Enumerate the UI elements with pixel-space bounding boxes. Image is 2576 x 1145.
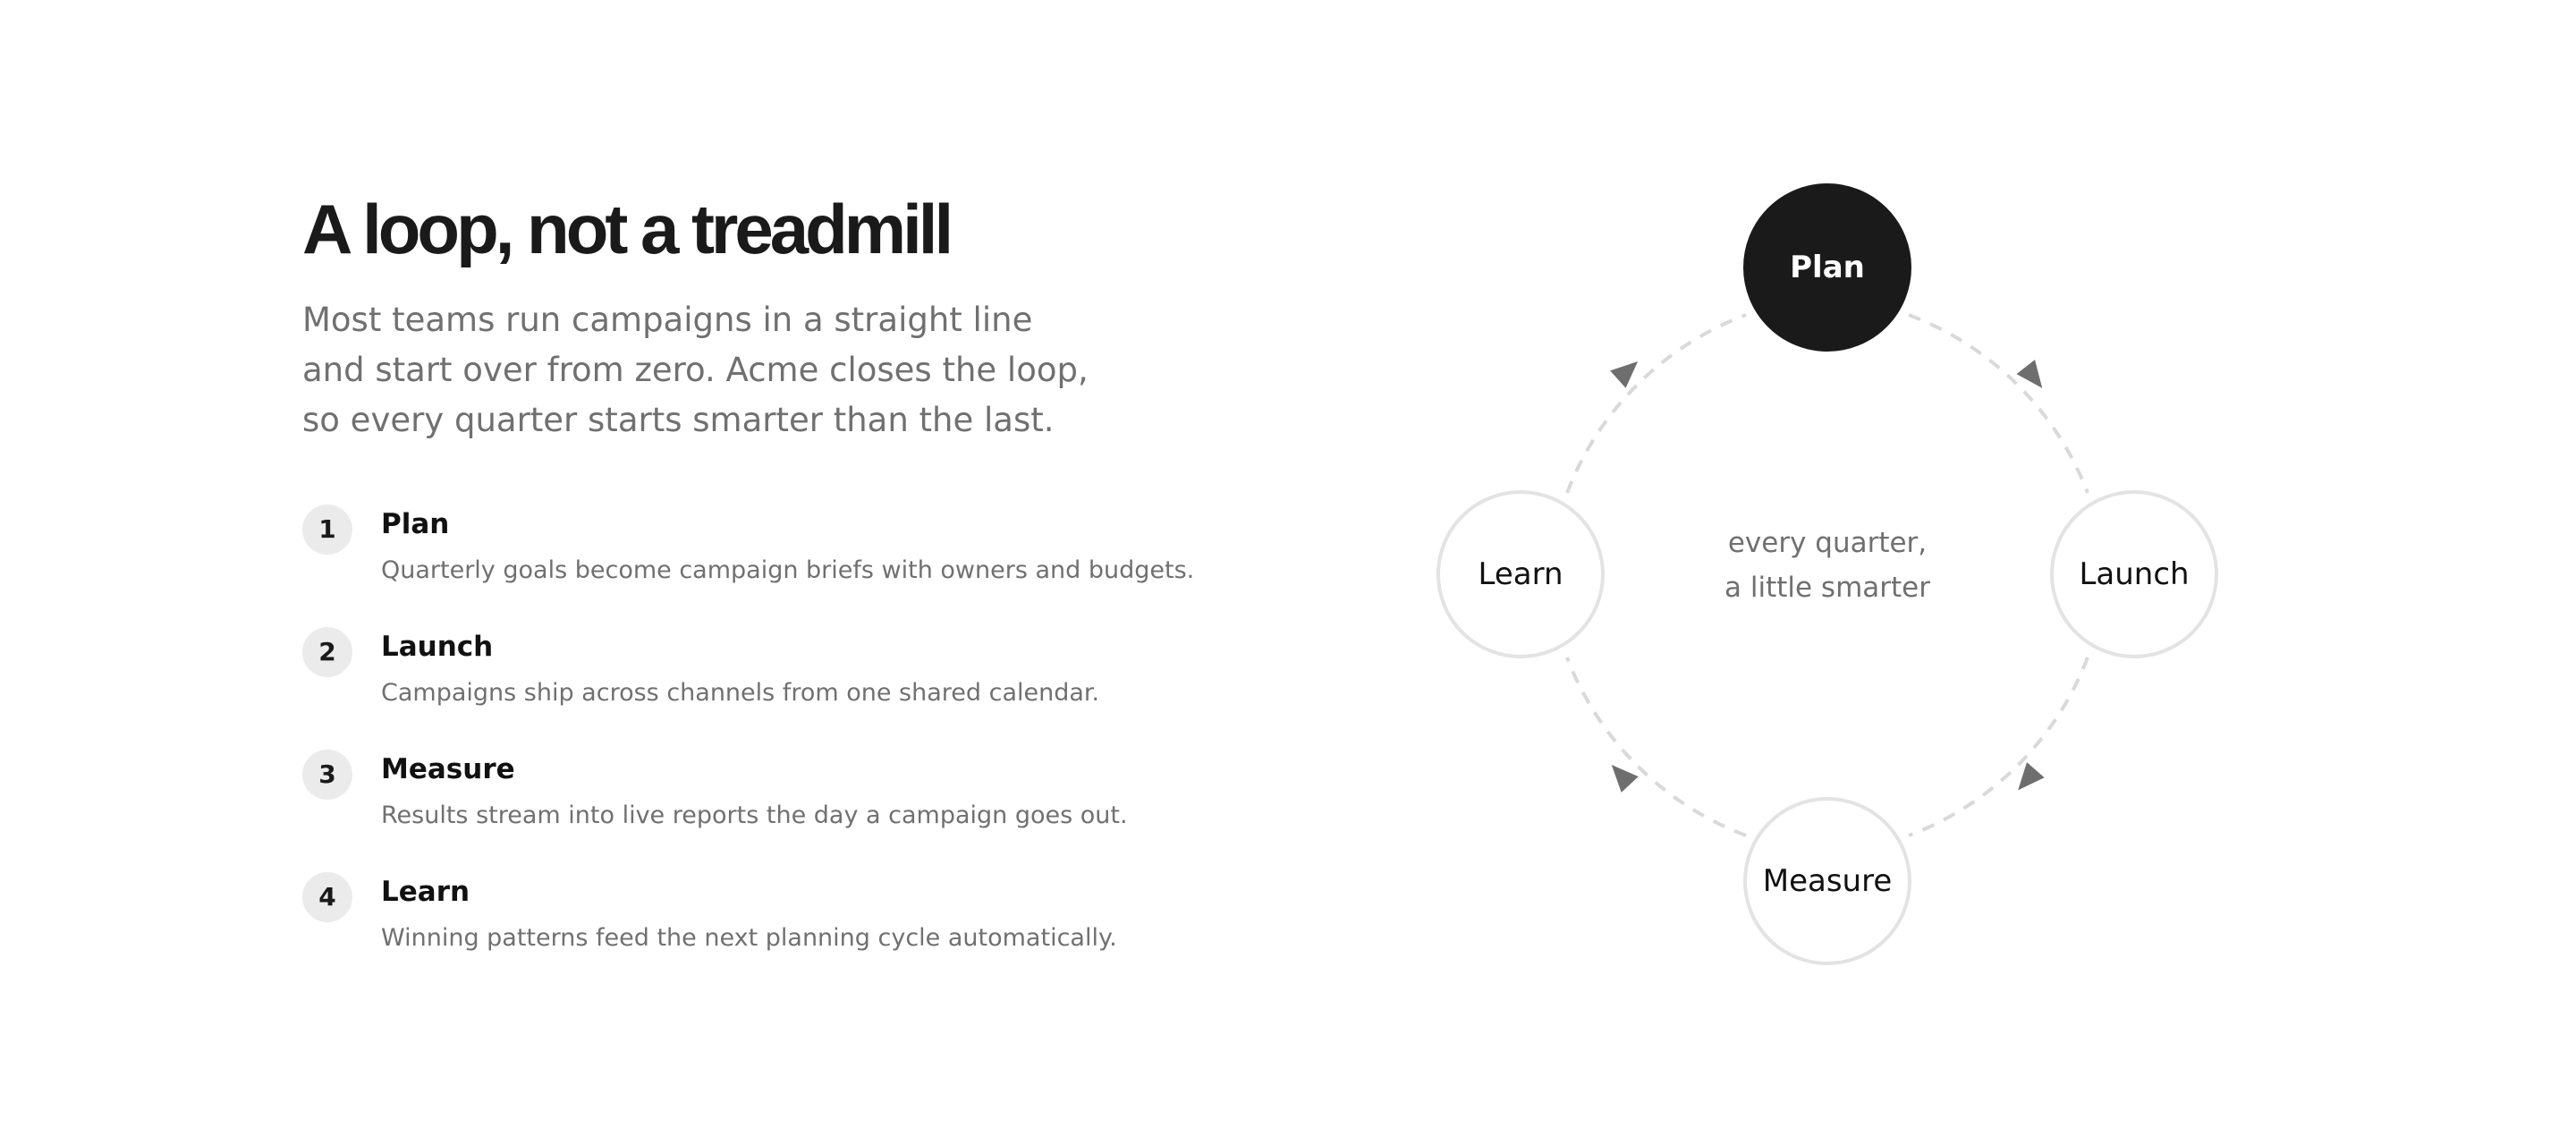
step-number-badge: 3 bbox=[302, 750, 352, 800]
step-title: Learn bbox=[381, 876, 470, 908]
intro-line: Most teams run campaigns in a straight line bbox=[302, 301, 1033, 339]
arrow-icon bbox=[1610, 352, 1646, 387]
cycle-node-measure bbox=[1743, 797, 1911, 965]
arrow-icon bbox=[2017, 360, 2052, 395]
arc-measure-to-learn bbox=[1567, 657, 1746, 835]
arc-learn-to-plan bbox=[1567, 315, 1746, 493]
cycle-node-label: Plan bbox=[1790, 250, 1865, 285]
step-title: Plan bbox=[381, 508, 450, 540]
cycle-node-learn bbox=[1436, 490, 1605, 658]
step-description: Winning patterns feed the next planning cycle automatically. bbox=[381, 924, 1117, 952]
cycle-node-label: Launch bbox=[2079, 556, 2190, 592]
step-description: Campaigns ship across channels from one shared calendar. bbox=[381, 679, 1100, 707]
intro-line: so every quarter starts smarter than the last. bbox=[302, 401, 1055, 439]
caption-line: a little smarter bbox=[1724, 572, 1930, 604]
arrow-icon bbox=[1603, 757, 1638, 793]
cycle-node-launch bbox=[2050, 490, 2218, 658]
caption-line: every quarter, bbox=[1727, 527, 1928, 559]
intro-line: and start over from zero. Acme closes the loop, bbox=[302, 351, 1089, 389]
cycle-node-plan bbox=[1743, 183, 1911, 352]
step-title: Measure bbox=[381, 753, 515, 785]
arc-launch-to-measure bbox=[1909, 657, 2088, 835]
step-description: Quarterly goals become campaign briefs with owners and budgets. bbox=[381, 556, 1195, 584]
arrow-icon bbox=[2009, 762, 2044, 798]
section-title: A loop, not a treadmill bbox=[302, 190, 951, 268]
arc-plan-to-launch bbox=[1909, 315, 2088, 493]
step-title: Launch bbox=[381, 631, 494, 663]
step-number-badge: 4 bbox=[302, 872, 352, 922]
cycle-center-caption bbox=[1648, 521, 2006, 610]
cycle-node-label: Measure bbox=[1762, 863, 1893, 899]
step-number-badge: 2 bbox=[302, 627, 352, 677]
step-number-badge: 1 bbox=[302, 505, 352, 555]
cycle-node-label: Learn bbox=[1478, 556, 1563, 592]
step-description: Results stream into live reports the day a campaign goes out. bbox=[381, 802, 1128, 829]
